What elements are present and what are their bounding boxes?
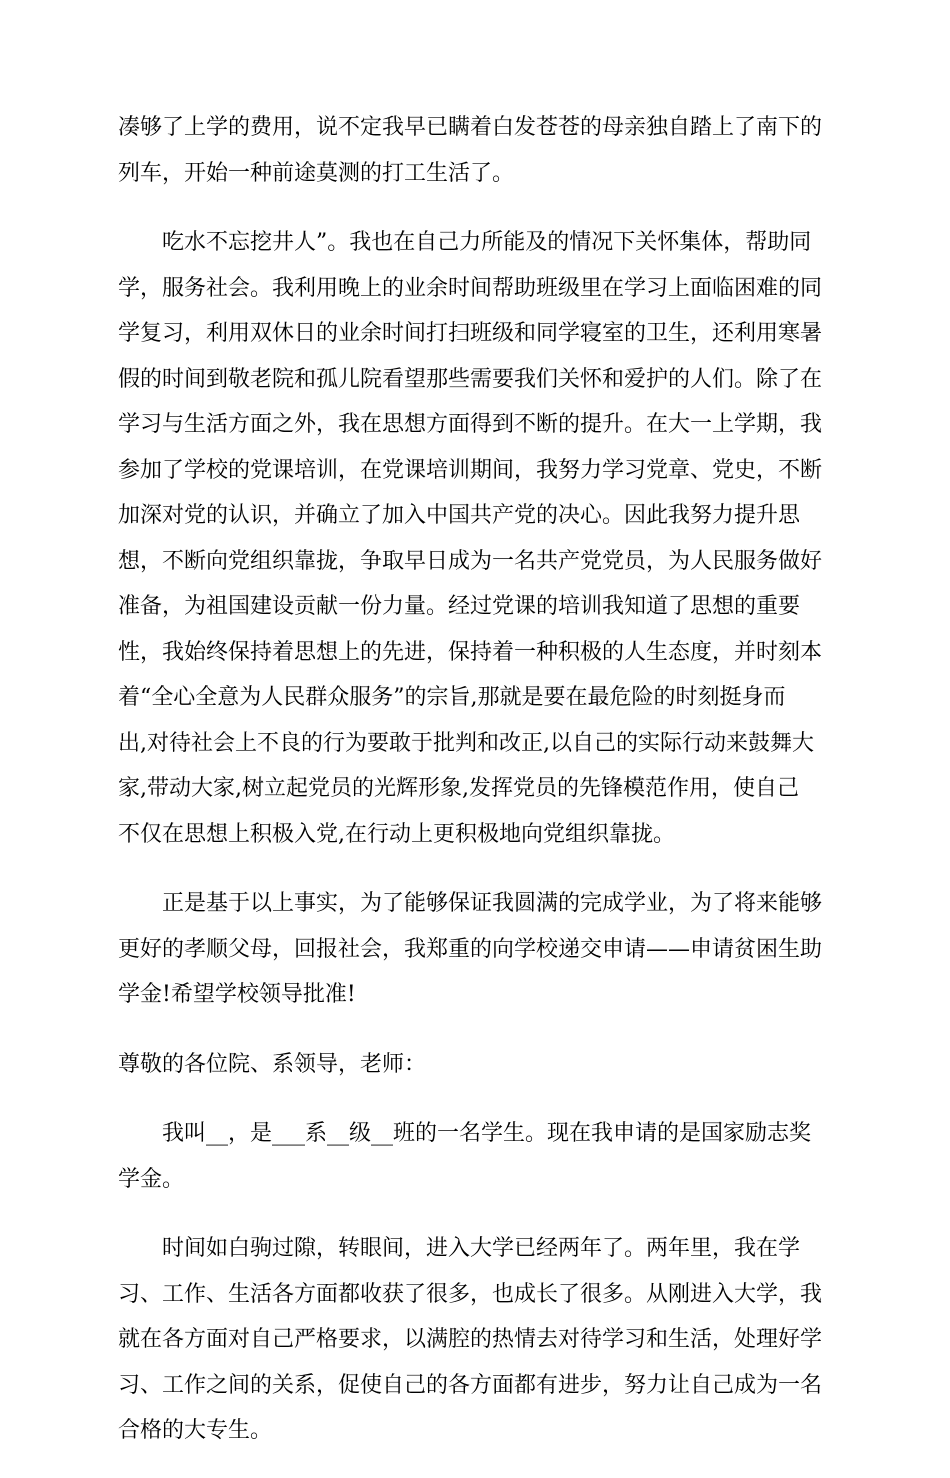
text-line: 出,对待社会上不良的行为要敢于批判和改正,以自己的实际行动来鼓舞大 (118, 730, 814, 756)
text-line: 学习与生活方面之外，我在思想方面得到不断的提升。在大一上学期，我 (118, 412, 823, 437)
text-line: 尊敬的各位院、系领导，老师： (118, 1051, 427, 1077)
paragraph-gratitude (118, 220, 834, 857)
text-line: 参加了学校的党课培训，在党课培训期间，我努力学习党章、党史，不断 (118, 457, 823, 483)
text-line: 学金!希望学校领导批准! (118, 982, 356, 1007)
paragraph-two-years (118, 1226, 834, 1454)
text-line: 正是基于以上事实，为了能够保证我圆满的完成学业，为了将来能够 (162, 891, 823, 916)
text-line: 凑够了上学的费用，说不定我早已瞒着白发苍苍的母亲独自踏上了南下的 (118, 115, 823, 140)
text-line: 想，不断向党组织靠拢，争取早日成为一名共产党党员，为人民服务做好 (118, 548, 823, 574)
text-line: 吃水不忘挖井人”。我也在自己力所能及的情况下关怀集体，帮助同 (162, 230, 812, 255)
document-page (118, 105, 834, 1478)
text-line: 学复习，利用双休日的业余时间打扫班级和同学寝室的卫生，还利用寒暑 (118, 321, 823, 346)
text-line: 着“全心全意为人民群众服务”的宗旨,那就是要在最危险的时刻挺身而 (118, 685, 786, 710)
text-line: 我叫__，是___系__级__班的一名学生。现在我申请的是国家励志奖 (162, 1121, 812, 1146)
text-line: 假的时间到敬老院和孤儿院看望那些需要我们关怀和爱护的人们。除了在 (118, 366, 823, 392)
text-line: 性，我始终保持着思想上的先进，保持着一种积极的人生态度，并时刻本 (118, 639, 823, 665)
text-line: 习、工作之间的关系，促使自己的各方面都有进步，努力让自己成为一名 (118, 1372, 823, 1398)
text-line: 家,带动大家,树立起党员的光辉形象,发挥党员的先锋模范作用，使自己 (118, 776, 799, 801)
paragraph-application (118, 881, 834, 1018)
text-line: 习、工作、生活各方面都收获了很多，也成长了很多。从刚进入大学，我 (118, 1281, 823, 1307)
text-line: 时间如白驹过隙，转眼间，进入大学已经两年了。两年里，我在学 (162, 1236, 801, 1261)
text-line: 就在各方面对自己严格要求，以满腔的热情去对待学习和生活，处理好学 (118, 1327, 823, 1352)
text-line: 加深对党的认识，并确立了加入中国共产党的决心。因此我努力提升思 (118, 503, 801, 528)
text-line: 准备，为祖国建设贡献一份力量。经过党课的培训我知道了思想的重要 (118, 594, 801, 619)
text-line: 学，服务社会。我利用晚上的业余时间帮助班级里在学习上面临困难的同 (118, 275, 823, 301)
paragraph-introduction (118, 1111, 834, 1202)
salutation (118, 1042, 834, 1088)
text-line: 学金。 (118, 1166, 185, 1192)
paragraph-continuation (118, 105, 834, 196)
text-line: 更好的孝顺父母，回报社会，我郑重的向学校递交申请——申请贫困生助 (118, 936, 823, 962)
text-line: 合格的大专生。 (118, 1418, 273, 1443)
text-line: 列车，开始一种前途莫测的打工生活了。 (118, 160, 515, 186)
text-line: 不仅在思想上积极入党,在行动上更积极地向党组织靠拢。 (118, 821, 675, 847)
